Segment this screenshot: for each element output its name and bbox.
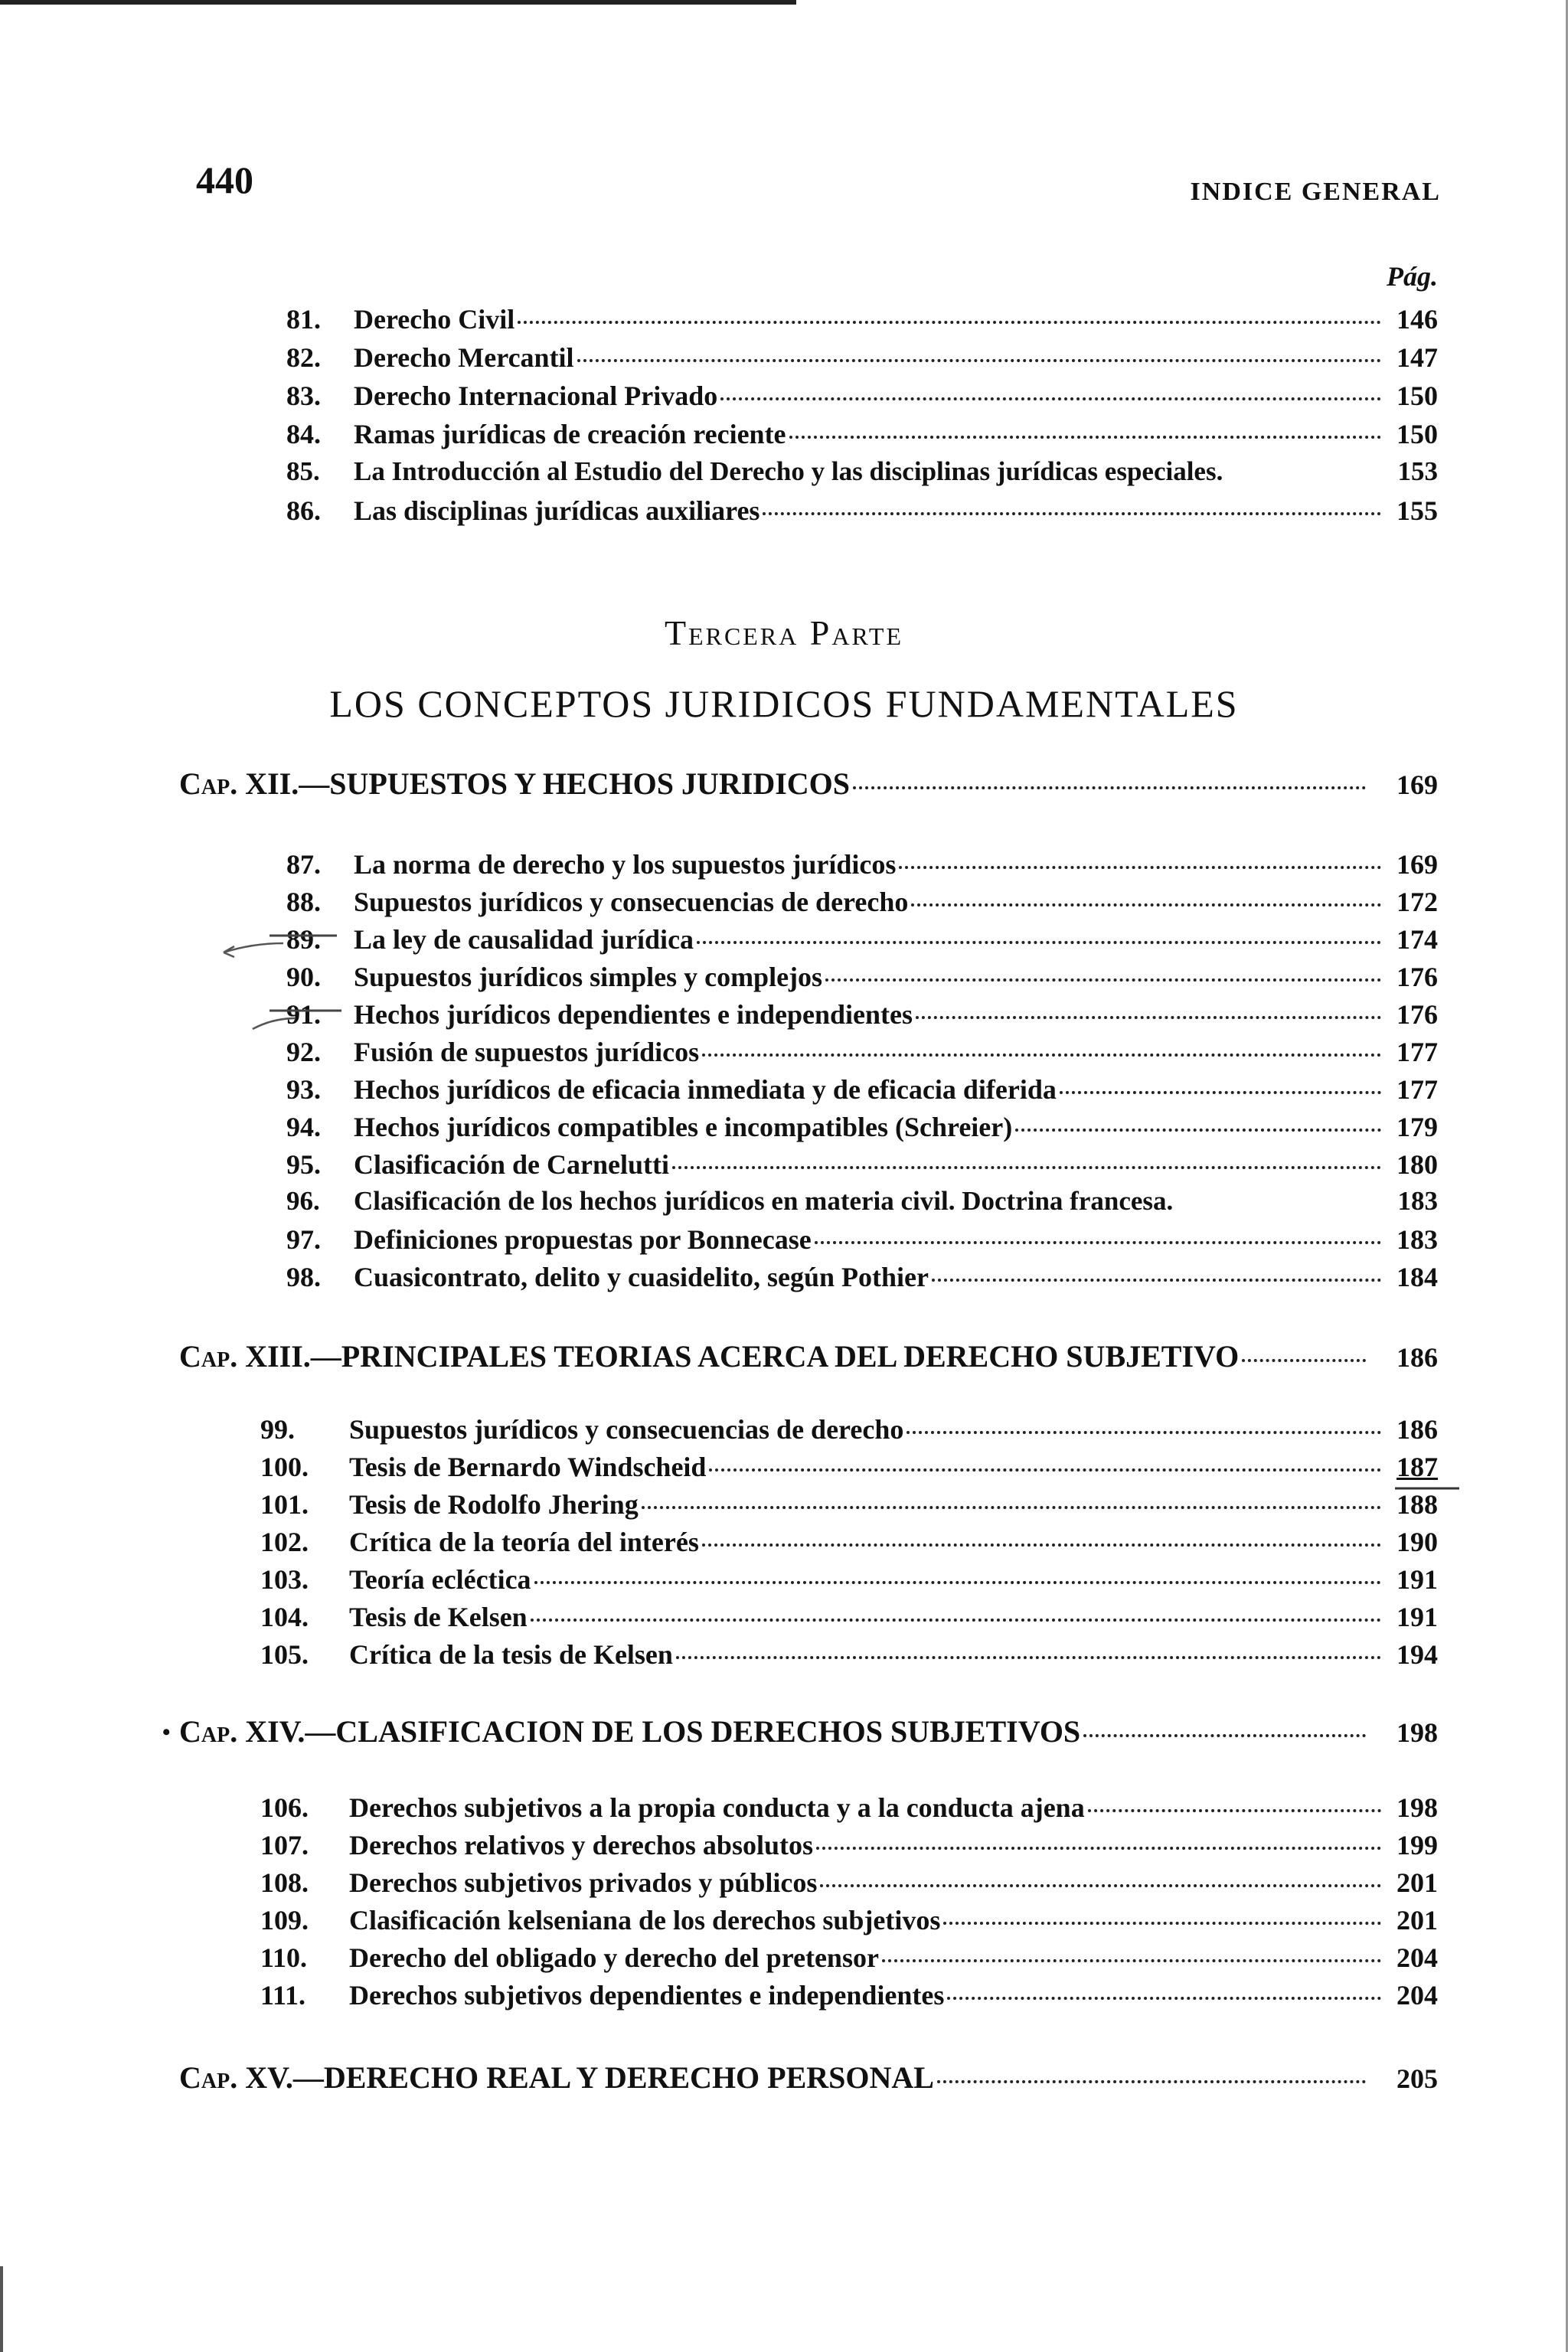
- entry-title: Fusión de supuestos jurídicos: [354, 1037, 700, 1067]
- entry-title: Las disciplinas jurídicas auxiliares: [354, 495, 760, 526]
- entry-page: 183: [1397, 1186, 1438, 1216]
- entry-title: Derechos subjetivos privados y públicos: [349, 1867, 818, 1898]
- entry-page: 179: [1396, 1112, 1438, 1142]
- entry-number: 106.: [260, 1792, 309, 1823]
- running-head: INDICE GENERAL: [1190, 178, 1441, 206]
- entry-title: Supuestos jurídicos y consecuencias de derecho: [354, 887, 909, 917]
- entry-title: Crítica de la tesis de Kelsen: [349, 1639, 673, 1670]
- chapter-page: 169: [1396, 769, 1438, 800]
- entry-number: 93.: [286, 1074, 321, 1105]
- entry-page: 198: [1396, 1792, 1438, 1823]
- entry-title: Teoría ecléctica: [349, 1564, 531, 1595]
- entry-number: 107.: [260, 1830, 309, 1860]
- entry-title: Clasificación kelseniana de los derechos subjetivos: [349, 1905, 941, 1936]
- chapter-label: Cap.: [179, 2060, 238, 2095]
- entry-number: 105.: [260, 1639, 309, 1670]
- entry-title: La ley de causalidad jurídica: [354, 924, 694, 955]
- entry-title: Derecho Civil: [354, 304, 515, 335]
- entry-number: 98.: [286, 1262, 321, 1292]
- entry-title: Derecho del obligado y derecho del pretensor: [349, 1942, 879, 1973]
- chapter-label: Cap.: [179, 766, 238, 801]
- entry-page: 190: [1396, 1527, 1438, 1557]
- entry-title: Derechos relativos y derechos absolutos: [349, 1830, 813, 1860]
- entry-title: Supuestos jurídicos y consecuencias de derecho: [349, 1414, 904, 1445]
- entry-page: 187: [1396, 1452, 1438, 1482]
- entry-number: 87.: [286, 849, 321, 880]
- page-column-label: Pág.: [1387, 261, 1438, 292]
- entry-number: 84.: [286, 419, 321, 449]
- entry-page: 204: [1396, 1942, 1438, 1973]
- entry-page: 176: [1396, 962, 1438, 992]
- chapter-title: XIII.—PRINCIPALES TEORIAS ACERCA DEL DERECHO SUBJETIVO: [245, 1339, 1240, 1374]
- entry-title: Hechos jurídicos dependientes e independientes: [354, 999, 913, 1030]
- entry-number: 83.: [286, 381, 321, 411]
- entry-page: 153: [1397, 456, 1438, 486]
- entry-number: 111.: [260, 1980, 306, 2011]
- entry-page: 176: [1396, 999, 1438, 1030]
- entry-page: 150: [1396, 381, 1438, 411]
- chapter-page: 205: [1396, 2063, 1438, 2094]
- entry-title: Clasificación de Carnelutti: [354, 1149, 669, 1180]
- entry-page: 201: [1396, 1867, 1438, 1898]
- entry-title: La norma de derecho y los supuestos jurídicos: [354, 849, 897, 880]
- entry-page: 201: [1396, 1905, 1438, 1936]
- entry-title: Definiciones propuestas por Bonnecase: [354, 1224, 812, 1255]
- chapter-label: Cap.: [179, 1714, 238, 1749]
- entry-page: 183: [1396, 1224, 1438, 1255]
- part-subtitle: LOS CONCEPTOS JURIDICOS FUNDAMENTALES: [329, 682, 1239, 725]
- entry-title: Derecho Internacional Privado: [354, 381, 718, 411]
- chapter-title: XII.—SUPUESTOS Y HECHOS JURIDICOS: [245, 766, 851, 801]
- margin-bullet: •: [162, 1720, 171, 1745]
- entry-number: 89.: [286, 924, 321, 955]
- entry-page: 199: [1396, 1830, 1438, 1860]
- entry-title: Clasificación de los hechos jurídicos en materia civil. Doctrina francesa.: [354, 1186, 1174, 1216]
- entry-page: 204: [1396, 1980, 1438, 2011]
- entry-title: Derechos subjetivos dependientes e independientes: [349, 1980, 945, 2011]
- pencil-arrow: [253, 1018, 296, 1029]
- entry-number: 90.: [286, 962, 321, 992]
- entry-title: Ramas jurídicas de creación reciente: [354, 419, 786, 449]
- entry-number: 92.: [286, 1037, 321, 1067]
- entry-number: 108.: [260, 1867, 309, 1898]
- entry-page: 177: [1396, 1074, 1438, 1105]
- entry-number: 110.: [260, 1942, 308, 1973]
- chapter-title: XV.—DERECHO REAL Y DERECHO PERSONAL: [245, 2060, 934, 2095]
- chapter-label: Cap.: [179, 1339, 238, 1374]
- entry-page: 194: [1396, 1639, 1438, 1670]
- chapter-page: 186: [1396, 1342, 1438, 1373]
- entry-title: Hechos jurídicos compatibles e incompatibles (Schreier): [354, 1112, 1013, 1142]
- entry-page: 172: [1396, 887, 1438, 917]
- entry-page: 191: [1396, 1602, 1438, 1632]
- entry-page: 146: [1396, 304, 1438, 335]
- entry-number: 85.: [286, 456, 320, 486]
- entry-number: 82.: [286, 342, 321, 373]
- entry-number: 101.: [260, 1489, 309, 1520]
- entry-page: 169: [1396, 849, 1438, 880]
- entry-title: Derecho Mercantil: [354, 342, 574, 373]
- entry-number: 94.: [286, 1112, 321, 1142]
- entry-title: Derechos subjetivos a la propia conducta y a la conducta ajena: [349, 1792, 1085, 1823]
- entry-page: 188: [1396, 1489, 1438, 1520]
- entry-page: 147: [1396, 342, 1438, 373]
- entry-title: La Introducción al Estudio del Derecho y las disciplinas jurídicas especiales.: [354, 456, 1223, 486]
- entry-number: 100.: [260, 1452, 309, 1482]
- entry-number: 96.: [286, 1186, 320, 1216]
- entry-title: Tesis de Rodolfo Jhering: [349, 1489, 639, 1520]
- entry-number: 91.: [286, 999, 321, 1030]
- entry-title: Tesis de Bernardo Windscheid: [349, 1452, 707, 1482]
- entry-number: 86.: [286, 495, 321, 526]
- chapter-page: 198: [1396, 1717, 1438, 1748]
- entry-number: 95.: [286, 1149, 321, 1180]
- entry-title: Tesis de Kelsen: [349, 1602, 528, 1632]
- entry-page: 184: [1396, 1262, 1438, 1292]
- entry-page: 174: [1396, 924, 1438, 955]
- entry-page: 155: [1396, 495, 1438, 526]
- entry-number: 99.: [260, 1414, 295, 1445]
- entry-page: 150: [1396, 419, 1438, 449]
- page-number: 440: [196, 158, 253, 201]
- entry-number: 102.: [260, 1527, 309, 1557]
- entry-number: 88.: [286, 887, 321, 917]
- entry-page: 186: [1396, 1414, 1438, 1445]
- entry-title: Supuestos jurídicos simples y complejos: [354, 962, 823, 992]
- entry-title: Cuasicontrato, delito y cuasidelito, según Pothier: [354, 1262, 929, 1292]
- entry-page: 180: [1396, 1149, 1438, 1180]
- entry-number: 109.: [260, 1905, 309, 1936]
- entry-page: 177: [1396, 1037, 1438, 1067]
- entry-title: Crítica de la teoría del interés: [349, 1527, 699, 1557]
- entry-title: Hechos jurídicos de eficacia inmediata y de eficacia diferida: [354, 1074, 1057, 1105]
- entry-number: 81.: [286, 304, 321, 335]
- entry-number: 97.: [286, 1224, 321, 1255]
- entry-number: 103.: [260, 1564, 309, 1595]
- entry-number: 104.: [260, 1602, 309, 1632]
- part-title: Tercera Parte: [664, 613, 904, 652]
- entry-page: 191: [1396, 1564, 1438, 1595]
- chapter-title: XIV.—CLASIFICACION DE LOS DERECHOS SUBJETIVOS: [245, 1714, 1081, 1749]
